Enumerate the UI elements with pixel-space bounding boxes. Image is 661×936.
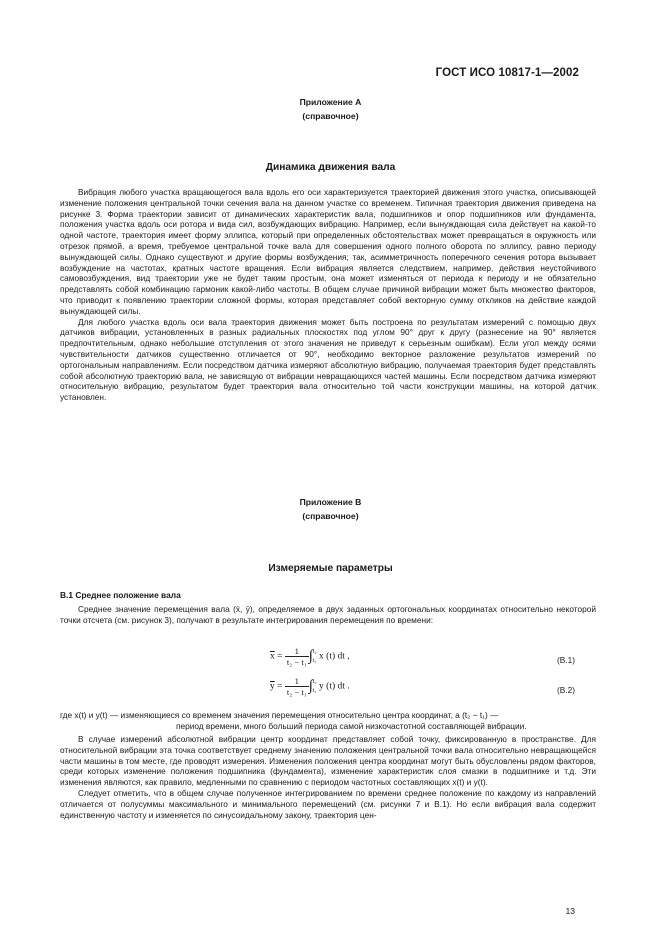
where-clause [60, 710, 596, 732]
annex-b-title-block [0, 495, 661, 523]
lower-limit: t₁ [312, 657, 317, 664]
formula-expression: $\overline{x}$ = $\frac{1}{\text{t₂ − t₁}}$ ∫ t₂ t₁ x (t) dt , [270, 646, 350, 667]
annex-a-title: Приложение А [299, 97, 362, 107]
formula-integrand: x (t) dt , [319, 651, 350, 662]
fraction-numerator: 1 [285, 676, 309, 687]
where-line: период времени, много больший периода самой низкочастотной составляющей вибрации. [176, 720, 527, 731]
integral-limits [313, 678, 317, 696]
annex-b-paragraph: В случае измерений абсолютной вибрации центр координат представляет собой точку, фиксированную в пространстве. Для относительной вибрации эта точка соответствует среднему значению положения центральной точки вала относительно невращающейся части машины в том месте, где проводят измерения. Изменения положения центра координат могут быть обусловлены рядом факторов, среди которых изменение положения подшипника (фундамента), изменение характеристик слоя смазки в подшипнике и т.д. Эти изменения являются, как правило, медленными по сравнению с периодом частотных составляющих x(t) и y(t). [60, 734, 596, 788]
annex-b-intro [60, 604, 596, 626]
annex-a-title-block [0, 95, 661, 123]
formula-number: (В.1) [557, 655, 575, 665]
annex-b-heading: Измеряемые параметры [268, 563, 393, 574]
formula-b1 [0, 646, 661, 674]
formula-expression: $\overline{y}$ = $\frac{1}{\text{t₂ − t₁}}$ ∫ t₂ t₁ y (t) dt . [270, 676, 350, 697]
annex-a-paragraph: Вибрация любого участка вращающегося вала вдоль его оси характеризуется траекторией движения этого участка, описывающей изменение положения центральной точки сечения вала на данном участке со временем. Типичная траектория движения приведена на рисунке 3. Форма траектории зависит от динамических характеристик вала, подшипников и опор подшипников или фундамента, положения участка вдоль оси ротора и вида сил, возбуждающих вибрацию. Например, если вынуждающая сила действует на какой-то одной частоте, траектория имеет форму эллипса, который при определенных обстоятельствах может превращаться в окружность или отрезок прямой, а время, требуемое центральной точке вала для совершения одного полного оборота по эллипсу, равно периоду вынуждающей силы. Однако существуют и другие формы возбуждения; так, асимметричность поперечного сечения ротора вызывает возбуждение на частотах, кратных частоте вращения. Если вибрация является следствием, например, действия неустойчивого самовозбуждения, вид траектории уже не будет таким простым, она может изменяться от периода к периоду и не обязательно представлять собой комбинацию гармоник какой-либо частоты. В общем случае причиной вибрации может быть множество факторов, что приводит к появлению траектории сложной формы, которая представляет собой векторную сумму откликов на действие каждой вынуждающей силы. [60, 187, 596, 316]
subsection-heading: В.1 Среднее положение вала [60, 590, 181, 600]
formula-number: (В.2) [557, 685, 575, 695]
integral-icon: ∫ [308, 678, 313, 694]
upper-limit: t₂ [312, 678, 317, 685]
annex-a-kind: (справочное) [302, 111, 359, 121]
annex-a-body [60, 187, 596, 403]
formula-fraction [285, 646, 309, 667]
where-line: где x(t) и y(t) — изменяющиеся со временем значения перемещения относительно центра координат, а (t₂ − t₁) — [60, 710, 499, 720]
annex-a-heading: Динамика движения вала [265, 162, 396, 173]
annex-b-paragraph: Следует отметить, что в общем случае полученное интегрированием по времени среднее положение по каждому из направлений отличается от полусуммы максимального и минимального перемещений (см. рисунки 7 и В.1). Но если вибрация вала содержит единственную частоту и изменяется по синусоидальному закону, траектория цен- [60, 787, 596, 820]
standard-header: ГОСТ ИСО 10817-1—2002 [435, 67, 579, 79]
annex-b-body [60, 734, 596, 820]
fraction-denominator: t₂ − t₁ [286, 657, 307, 667]
formula-lhs: $\overline{x}$ [270, 651, 275, 662]
lower-limit: t₁ [312, 687, 317, 694]
integral-icon: ∫ [308, 648, 313, 664]
upper-limit: t₂ [312, 648, 317, 655]
fraction-numerator: 1 [285, 646, 309, 657]
annex-b-kind: (справочное) [302, 511, 359, 521]
annex-a-paragraph: Для любого участка вдоль оси вала траектория движения может быть построена по результатам измерений с помощью двух датчиков вибрации, установленных в разных радиальных плоскостях под углом 90° друг к другу (разнесение на 90° является предпочтительным, однако небольшие отступления от этого значения не приведут к серьезным ошибкам). Если угол между осями чувствительности датчиков существенно отличается от 90°, необходимо векторное разложение результатов измерений по ортогональным направлениям. Если посредством датчика измеряют абсолютную вибрацию, получаемая траектория будет представлять собой абсолютную траекторию вала, не зависящую от вибрации невращающихся частей машины. Если посредством датчика измеряют относительную вибрацию, результатом будет траектория вала относительно той части конструкции машины, на которой датчик установлен. [60, 316, 596, 403]
annex-b-title: Приложение В [299, 497, 362, 507]
integral-limits [313, 648, 317, 666]
formula-b2 [0, 676, 661, 704]
fraction-denominator: t₂ − t₁ [286, 687, 307, 697]
formula-lhs: $\overline{y}$ [270, 681, 275, 692]
intro-paragraph: Среднее значение перемещения вала (x̄, ȳ), определяемое в двух заданных ортогональных координатах относительно некоторой точки отсчета (см. рисунок 3), получают в результате интегрирования перемещения по времени: [60, 604, 596, 625]
formula-fraction [285, 676, 309, 697]
formula-integrand: y (t) dt . [319, 681, 350, 692]
page-number: 13 [565, 906, 575, 916]
